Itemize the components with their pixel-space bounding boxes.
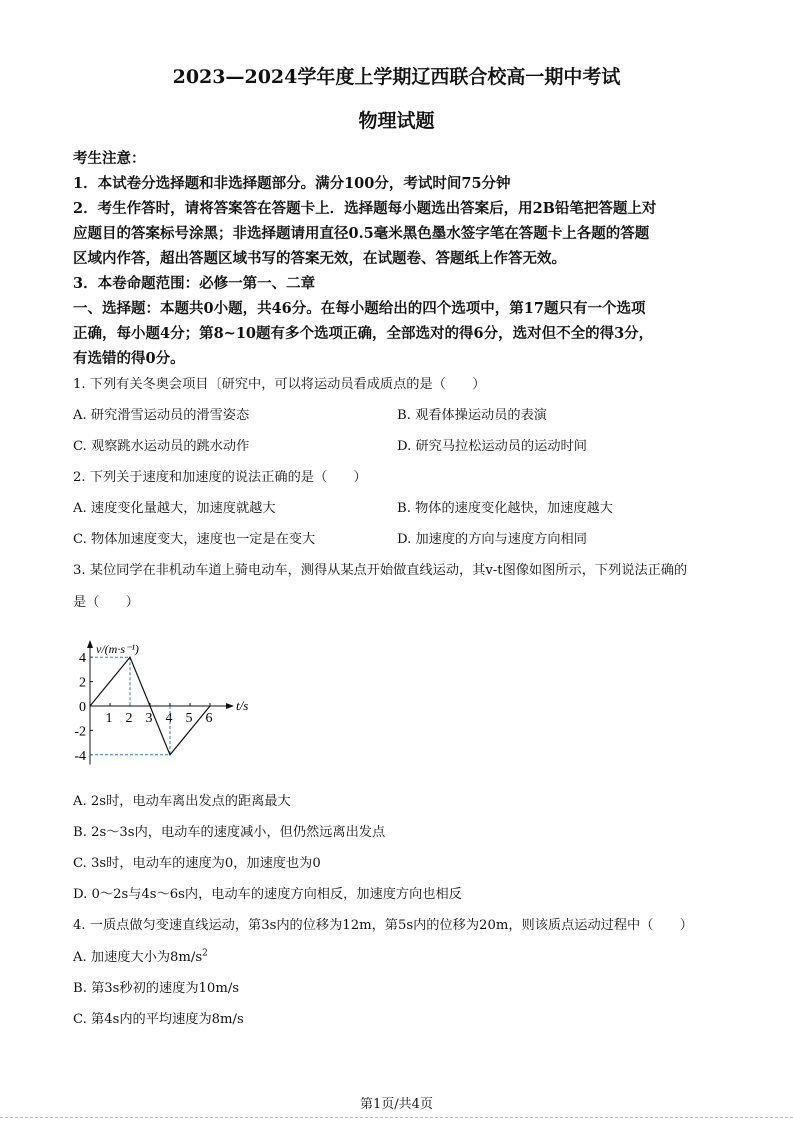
- x-axis-arrow: [226, 703, 234, 709]
- q3-option-a: A. 2s时，电动车离出发点的距离最大: [73, 794, 291, 809]
- x-tick-label: 2: [125, 711, 133, 726]
- x-tick-label: 6: [205, 711, 213, 726]
- notice-line-2: 2．考生作答时，请将答案答在答题卡上．选择题每小题选出答案后，用2B铅笔把答题上对: [73, 200, 657, 217]
- x-tick-label: 5: [185, 711, 193, 726]
- q2-option-d: D. 加速度的方向与速度方向相同: [397, 532, 587, 547]
- y-tick-label: 0: [79, 700, 86, 715]
- q4-option-c: C. 第4s内的平均速度为8m/s: [73, 1012, 244, 1027]
- q3-stem-line-2: 是（ ）: [73, 595, 139, 610]
- section-line-1: 一、选择题：本题共0小题，共46分。在每小题给出的四个选项中，第17题只有一个选项: [73, 300, 646, 317]
- q4-option-a-text: A. 加速度大小为8m/s: [73, 950, 203, 965]
- section-line-3: 有选错的得0分。: [73, 350, 185, 367]
- page-number: 第1页/共4页: [360, 1097, 433, 1112]
- q1-stem: 1. 下列有关冬奥会项目〔研究中，可以将运动员看成质点的是（ ）: [73, 377, 486, 392]
- y-axis-label: v/(m·s⁻¹): [96, 642, 139, 656]
- section-line-2: 正确，每小题4分；第8~10题有多个选项正确，全部选对的得6分，选对但不全的得3分，: [73, 325, 654, 342]
- q1-option-d: D. 研究马拉松运动员的运动时间: [397, 439, 587, 454]
- q1-option-c: C. 观察跳水运动员的跳水动作: [73, 439, 250, 454]
- notice-line-1: 1．本试卷分选择题和非选择题部分。满分100分，考试时间75分钟: [73, 175, 511, 192]
- vt-graph: [70, 612, 270, 777]
- notice-line-5: 3．本卷命题范围：必修一第一、二章: [73, 275, 316, 292]
- x-axis-label: t/s: [236, 698, 249, 713]
- notice-heading: 考生注意：: [73, 150, 146, 167]
- q3-option-d: D. 0～2s与4s～6s内，电动车的速度方向相反，加速度方向也相反: [73, 887, 462, 902]
- q2-option-a: A. 速度变化量越大，加速度就越大: [73, 501, 276, 516]
- q4-stem: 4. 一质点做匀变速直线运动，第3s内的位移为12m，第5s内的位移为20m，则该质点运动过程中（ ）: [73, 918, 693, 933]
- q4-option-b: B. 第3s秒初的速度为10m/s: [73, 981, 240, 996]
- y-tick-label: -4: [74, 748, 86, 764]
- exam-title: 2023—2024学年度上学期辽西联合校高一期中考试: [172, 66, 621, 88]
- y-tick-label: 4: [79, 651, 86, 667]
- y-tick-label: -2: [74, 724, 86, 740]
- y-axis-arrow: [87, 640, 93, 648]
- x-tick-label: 4: [165, 711, 173, 726]
- q1-option-b: B. 观看体操运动员的表演: [397, 408, 547, 423]
- footer-divider: [0, 1117, 793, 1118]
- q2-stem: 2. 下列关于速度和加速度的说法正确的是（ ）: [73, 470, 367, 485]
- notice-line-4: 区域内作答，超出答题区域书写的答案无效，在试题卷、答题纸上作答无效。: [73, 250, 566, 267]
- q2-option-c: C. 物体加速度变大，速度也一定是在变大: [73, 532, 316, 547]
- y-tick-label: 2: [79, 675, 86, 691]
- x-tick-label: 1: [105, 711, 113, 726]
- q3-stem-line-1: 3. 某位同学在非机动车道上骑电动车，测得从某点开始做直线运动，其v-t图像如图所示，下列说法正确的: [73, 563, 688, 578]
- x-tick-label: 3: [145, 711, 153, 726]
- exam-subtitle: 物理试题: [358, 110, 435, 132]
- q3-option-c: C. 3s时，电动车的速度为0，加速度也为0: [73, 856, 321, 871]
- q3-option-b: B. 2s～3s内，电动车的速度减小，但仍然远离出发点: [73, 825, 386, 840]
- q1-option-a: A. 研究滑雪运动员的滑雪姿态: [73, 408, 250, 423]
- q4-option-a: [73, 946, 208, 965]
- notice-line-3: 应题目的答案标号涂黑；非选择题请用直径0.5毫米黑色墨水签字笔在答题卡上各题的答题: [73, 225, 650, 242]
- q2-option-b: B. 物体的速度变化越快，加速度越大: [397, 501, 613, 516]
- q4-option-a-sup: 2: [202, 948, 208, 959]
